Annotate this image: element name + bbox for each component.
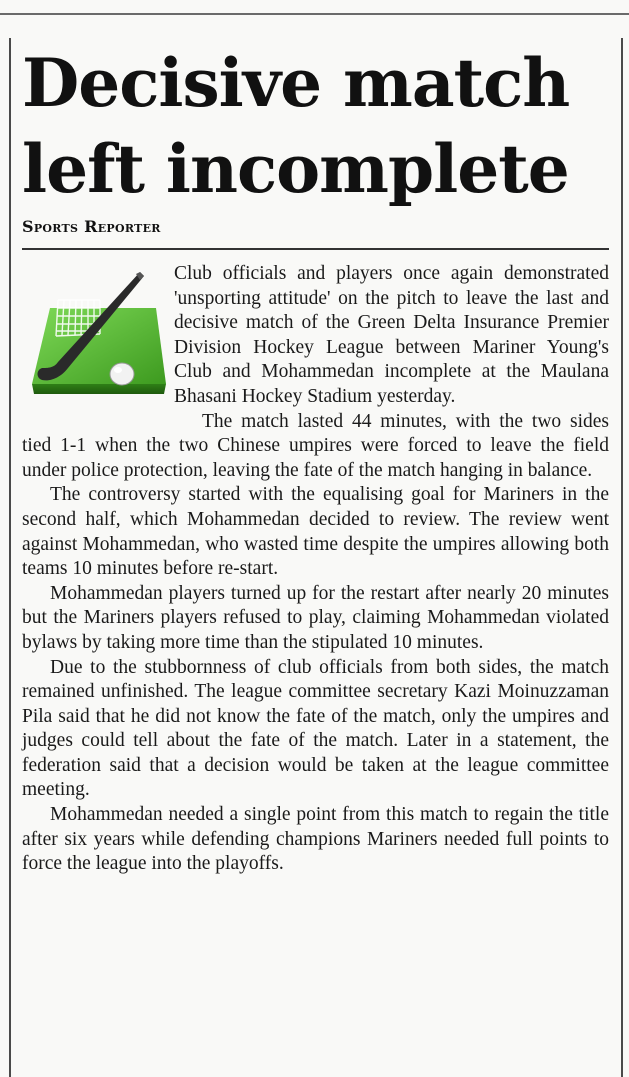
paragraph-4: Mohammedan players turned up for the restart after nearly 20 minutes but the Mariners players refused to play, claiming Mohammedan violated bylaws by taking more time than the stipulated 10 minutes. <box>22 582 609 653</box>
byline-rule <box>22 248 609 250</box>
headline: Decisive match left incomplete <box>22 44 570 208</box>
paragraph-3: The controversy started with the equalising goal for Mariners in the second half, which Mohammedan decided to review. The review went against Mohammedan, who wasted time despite the umpires allowing both teams 10 minutes before re-start. <box>22 484 609 580</box>
paragraph-5: Due to the stubbornness of club officials from both sides, the match remained unfinished. The league committee secretary Kazi Moinuzzaman Pila said that he did not know the fate of the match, only the umpires and judges could tell about the fate of the match. Later in a statement, the federation said that a decision would be taken at the league committee meeting. <box>22 656 609 801</box>
paragraph-1: Club officials and players once again demonstrated 'unsporting attitude' on the pitch to leave the last and decisive match of the Green Delta Insurance Premier Division Hockey League between Mariner Young's Club and Mohammedan incomplete at the Maulana Bhasani Hockey Stadium yesterday. <box>174 263 609 407</box>
illustration-spacer <box>22 262 174 434</box>
top-rule <box>0 13 629 15</box>
left-column-rule <box>9 38 11 1077</box>
byline: Sports Reporter <box>22 217 161 236</box>
right-column-rule <box>621 38 623 1077</box>
article-body <box>22 262 609 877</box>
paragraph-2: The match lasted 44 minutes, with the two sides tied 1-1 when the two Chinese umpires were forced to leave the field under police protection, leaving the fate of the match hanging in balance. <box>22 410 609 481</box>
paragraph-6: Mohammedan needed a single point from this match to regain the title after six years while defending champions Mariners needed full points to force the league into the playoffs. <box>22 804 609 875</box>
